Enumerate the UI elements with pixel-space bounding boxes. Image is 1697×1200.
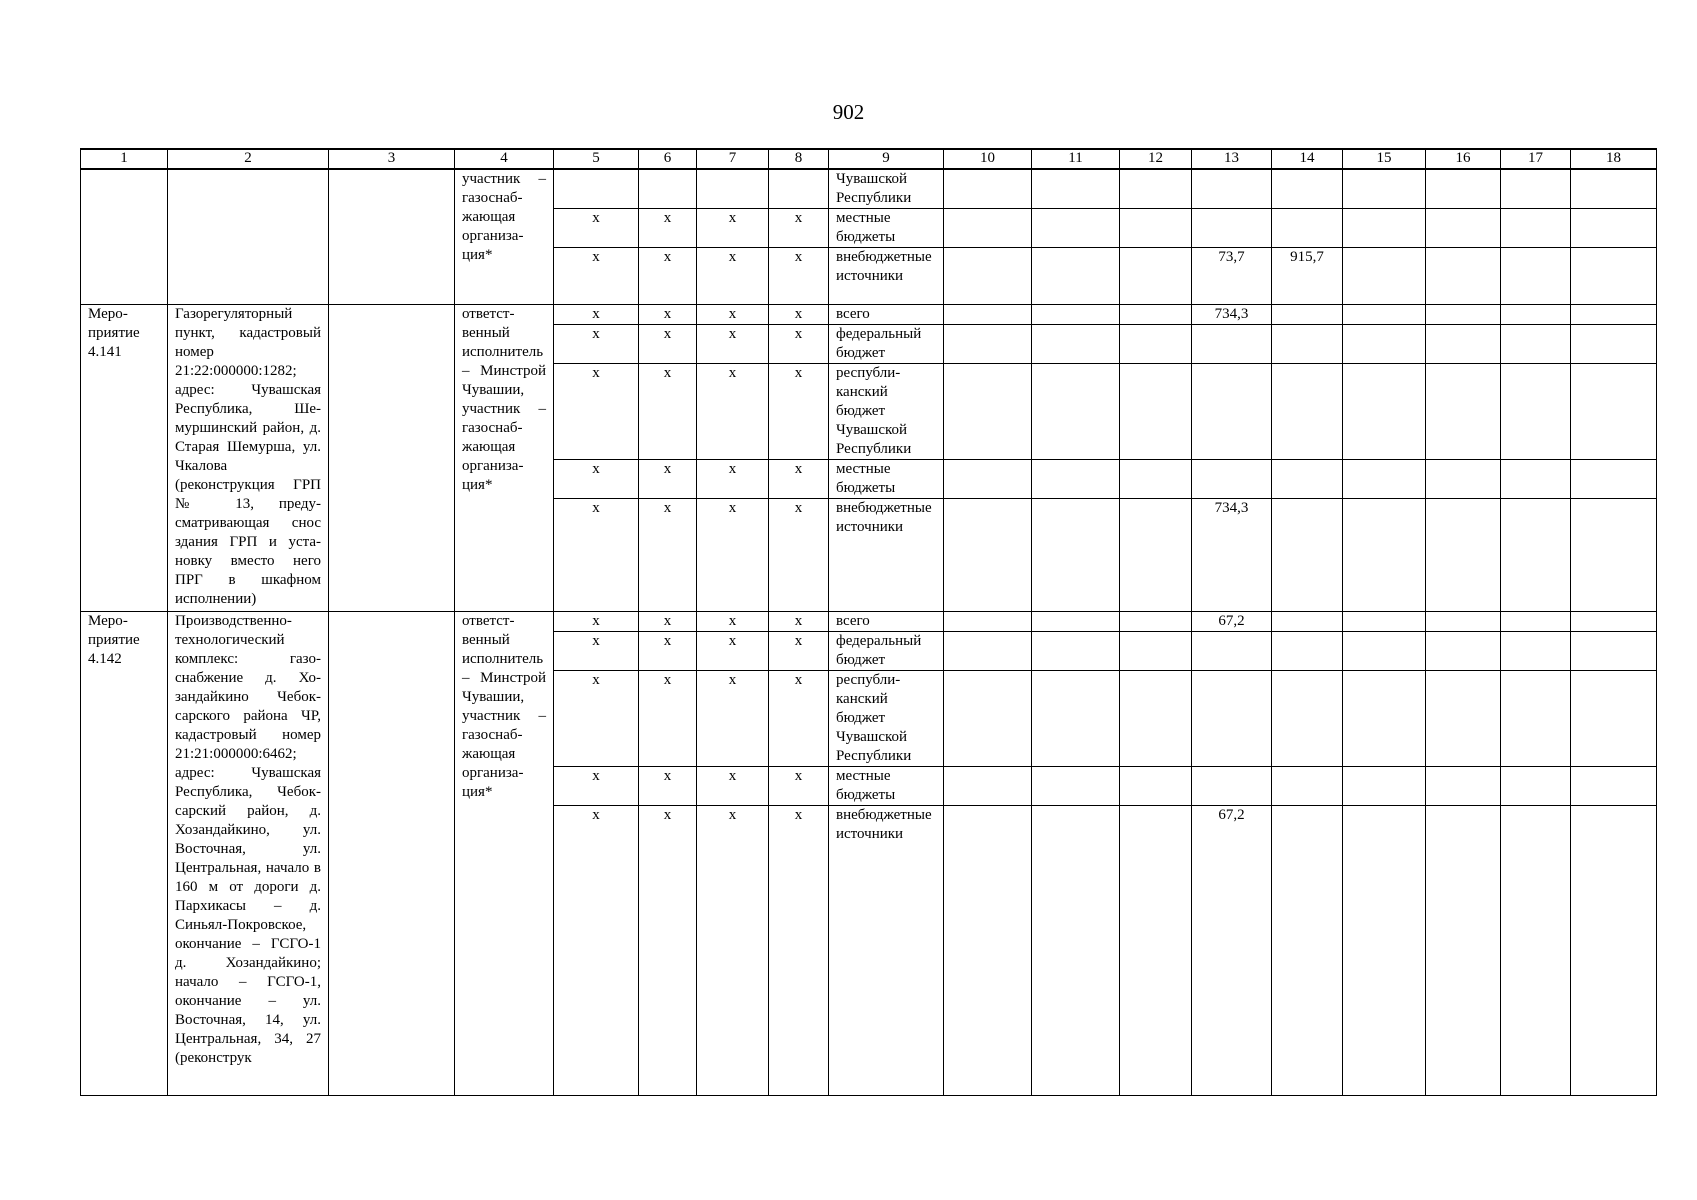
funding-source-cell: всего: [829, 305, 944, 325]
funding-source-cell: местные бюджеты: [829, 209, 944, 248]
mark-cell: х: [697, 364, 769, 460]
mark-cell: х: [769, 499, 829, 612]
value-cell: [1426, 499, 1501, 612]
mark-cell: х: [697, 806, 769, 1096]
empty-cell: [329, 612, 455, 1096]
value-cell: [944, 325, 1032, 364]
value-cell: [1120, 767, 1192, 806]
value-cell: [1032, 209, 1120, 248]
value-cell: [944, 248, 1032, 305]
value-cell: [1032, 325, 1120, 364]
column-number: 14: [1272, 149, 1343, 169]
mark-cell: х: [639, 460, 697, 499]
value-cell: [1032, 806, 1120, 1096]
value-cell: [1272, 460, 1343, 499]
mark-cell: х: [697, 460, 769, 499]
value-cell: [1501, 364, 1571, 460]
empty-cell: [329, 169, 455, 305]
value-cell: [1571, 612, 1657, 632]
value-cell: [1192, 671, 1272, 767]
value-cell: [1120, 499, 1192, 612]
mark-cell: х: [769, 325, 829, 364]
value-cell: [1426, 248, 1501, 305]
value-cell: 67,2: [1192, 806, 1272, 1096]
value-cell: [1120, 248, 1192, 305]
value-cell: [1501, 612, 1571, 632]
value-cell: [1571, 460, 1657, 499]
column-number: 15: [1343, 149, 1426, 169]
value-cell: [1343, 364, 1426, 460]
value-cell: [1571, 364, 1657, 460]
value-cell: [944, 632, 1032, 671]
value-cell: [1272, 767, 1343, 806]
value-cell: [1343, 499, 1426, 612]
value-cell: [1343, 325, 1426, 364]
value-cell: [1571, 767, 1657, 806]
mark-cell: [769, 169, 829, 209]
funding-source-cell: республиканский бюджет Чувашской Республики: [829, 671, 944, 767]
column-number: 2: [168, 149, 329, 169]
value-cell: [1343, 305, 1426, 325]
value-cell: [1343, 209, 1426, 248]
executor-cell: участник – газоснабжающая организация*: [455, 169, 554, 305]
value-cell: [1032, 671, 1120, 767]
value-cell: [1272, 499, 1343, 612]
mark-cell: х: [639, 248, 697, 305]
mark-cell: х: [769, 209, 829, 248]
value-cell: [944, 612, 1032, 632]
funding-source-cell: федеральный бюджет: [829, 325, 944, 364]
mark-cell: х: [769, 248, 829, 305]
value-cell: [1032, 612, 1120, 632]
column-number: 10: [944, 149, 1032, 169]
value-cell: [944, 499, 1032, 612]
value-cell: [1501, 806, 1571, 1096]
value-cell: [1272, 364, 1343, 460]
column-number: 4: [455, 149, 554, 169]
value-cell: [1343, 460, 1426, 499]
value-cell: [1343, 248, 1426, 305]
mark-cell: х: [697, 325, 769, 364]
column-number: 6: [639, 149, 697, 169]
column-number: 16: [1426, 149, 1501, 169]
mark-cell: х: [769, 767, 829, 806]
mark-cell: х: [697, 612, 769, 632]
value-cell: [1501, 671, 1571, 767]
value-cell: 734,3: [1192, 499, 1272, 612]
mark-cell: х: [554, 209, 639, 248]
value-cell: [1032, 305, 1120, 325]
mark-cell: х: [554, 499, 639, 612]
value-cell: [1571, 305, 1657, 325]
column-numbers-row: [81, 149, 1657, 169]
value-cell: [1426, 364, 1501, 460]
mark-cell: х: [769, 460, 829, 499]
value-cell: [1192, 364, 1272, 460]
value-cell: [1032, 767, 1120, 806]
value-cell: [944, 671, 1032, 767]
column-number: 3: [329, 149, 455, 169]
table-row: [81, 305, 1657, 325]
event-id-cell: [81, 169, 168, 305]
value-cell: [1426, 671, 1501, 767]
value-cell: [1272, 671, 1343, 767]
mark-cell: х: [554, 767, 639, 806]
value-cell: [1192, 209, 1272, 248]
column-number: 17: [1501, 149, 1571, 169]
table-row: [81, 612, 1657, 632]
value-cell: [1192, 767, 1272, 806]
column-number: 5: [554, 149, 639, 169]
mark-cell: х: [639, 499, 697, 612]
mark-cell: [554, 169, 639, 209]
value-cell: [1571, 325, 1657, 364]
value-cell: [1120, 671, 1192, 767]
value-cell: [1426, 806, 1501, 1096]
mark-cell: [697, 169, 769, 209]
value-cell: [1501, 499, 1571, 612]
value-cell: [944, 169, 1032, 209]
mark-cell: х: [769, 305, 829, 325]
mark-cell: х: [697, 767, 769, 806]
value-cell: [1501, 169, 1571, 209]
value-cell: [1343, 612, 1426, 632]
mark-cell: х: [639, 325, 697, 364]
value-cell: [1571, 209, 1657, 248]
value-cell: [1192, 460, 1272, 499]
mark-cell: х: [697, 305, 769, 325]
mark-cell: х: [554, 248, 639, 305]
column-number: 7: [697, 149, 769, 169]
mark-cell: х: [554, 632, 639, 671]
value-cell: [944, 364, 1032, 460]
event-description-cell: Газорегуляторный пункт, кадастровый номер 21:22:000000:1282; адрес: Чувашская Республика, Шемуршинский район, д. Старая Шемурша, ул. Чкалова (реконструкция ГРП № 13, предусматривающая снос здания ГРП и установку вместо него ПРГ в шкафном исполнении): [168, 305, 329, 612]
value-cell: [1272, 612, 1343, 632]
value-cell: [944, 209, 1032, 248]
mark-cell: х: [769, 806, 829, 1096]
value-cell: [1501, 460, 1571, 499]
value-cell: [1501, 632, 1571, 671]
funding-source-cell: внебюджетные источники: [829, 806, 944, 1096]
value-cell: [1192, 169, 1272, 209]
mark-cell: х: [554, 612, 639, 632]
value-cell: [944, 767, 1032, 806]
mark-cell: х: [697, 499, 769, 612]
value-cell: [1272, 209, 1343, 248]
value-cell: [1032, 169, 1120, 209]
column-number: 18: [1571, 149, 1657, 169]
value-cell: [1120, 612, 1192, 632]
mark-cell: х: [639, 305, 697, 325]
value-cell: [1272, 806, 1343, 1096]
funding-source-cell: республиканский бюджет Чувашской Республики: [829, 364, 944, 460]
mark-cell: х: [769, 364, 829, 460]
value-cell: [1272, 632, 1343, 671]
mark-cell: х: [769, 612, 829, 632]
value-cell: [1120, 460, 1192, 499]
mark-cell: [639, 169, 697, 209]
event-id-cell: Мероприятие 4.141: [81, 305, 168, 612]
value-cell: [1571, 806, 1657, 1096]
value-cell: [1426, 460, 1501, 499]
mark-cell: х: [769, 632, 829, 671]
mark-cell: х: [697, 632, 769, 671]
funding-source-cell: внебюджетные источники: [829, 499, 944, 612]
value-cell: [1192, 325, 1272, 364]
mark-cell: х: [639, 364, 697, 460]
mark-cell: х: [697, 671, 769, 767]
value-cell: [1272, 169, 1343, 209]
page-number: 902: [832, 100, 865, 124]
value-cell: [1272, 305, 1343, 325]
value-cell: [1343, 767, 1426, 806]
value-cell: [1120, 209, 1192, 248]
event-description-cell: Производственно-технологический комплекс: газоснабжение д. Хозандайкино Чебоксарского района ЧР, кадастровый номер 21:21:000000:6462; адрес: Чувашская Республика, Чебоксарский район, д. Хозандайкино, ул. Восточная, ул. Центральная, начало в 160 м от дороги д. Пархикасы – д. Синьял-Покровское, окончание – ГСГО-1 д. Хозандайкино; начало – ГСГО-1, окончание – ул. Восточная, 14, ул. Центральная, 34, 27 (реконструк: [168, 612, 329, 1096]
value-cell: [1120, 325, 1192, 364]
executor-cell: ответственный исполнитель – Минстрой Чувашии, участник – газоснабжающая организация*: [455, 612, 554, 1096]
value-cell: [1120, 632, 1192, 671]
mark-cell: х: [554, 364, 639, 460]
value-cell: 915,7: [1272, 248, 1343, 305]
mark-cell: х: [697, 248, 769, 305]
value-cell: [1501, 325, 1571, 364]
mark-cell: х: [697, 209, 769, 248]
executor-cell: ответственный исполнитель – Минстрой Чувашии, участник – газоснабжающая организация*: [455, 305, 554, 612]
value-cell: [1426, 209, 1501, 248]
event-description-cell: [168, 169, 329, 305]
funding-source-cell: внебюджетные источники: [829, 248, 944, 305]
value-cell: [1571, 671, 1657, 767]
value-cell: [1501, 305, 1571, 325]
value-cell: [1120, 169, 1192, 209]
value-cell: [1032, 248, 1120, 305]
value-cell: [1426, 325, 1501, 364]
value-cell: [944, 305, 1032, 325]
funding-source-cell: Чувашской Республики: [829, 169, 944, 209]
value-cell: [1426, 612, 1501, 632]
value-cell: [1343, 671, 1426, 767]
value-cell: [1426, 169, 1501, 209]
mark-cell: х: [639, 632, 697, 671]
column-number: 1: [81, 149, 168, 169]
mark-cell: х: [769, 671, 829, 767]
column-number: 12: [1120, 149, 1192, 169]
mark-cell: х: [554, 671, 639, 767]
value-cell: [1032, 632, 1120, 671]
funding-source-cell: федеральный бюджет: [829, 632, 944, 671]
value-cell: 67,2: [1192, 612, 1272, 632]
value-cell: [1501, 209, 1571, 248]
mark-cell: х: [554, 325, 639, 364]
value-cell: [944, 806, 1032, 1096]
funding-source-cell: местные бюджеты: [829, 767, 944, 806]
column-number: 8: [769, 149, 829, 169]
mark-cell: х: [639, 806, 697, 1096]
funding-source-cell: всего: [829, 612, 944, 632]
value-cell: [1120, 806, 1192, 1096]
value-cell: [1032, 364, 1120, 460]
value-cell: 734,3: [1192, 305, 1272, 325]
empty-cell: [329, 305, 455, 612]
value-cell: [1120, 364, 1192, 460]
value-cell: [1343, 806, 1426, 1096]
value-cell: [1192, 632, 1272, 671]
value-cell: [1343, 632, 1426, 671]
value-cell: [1272, 325, 1343, 364]
value-cell: [1426, 632, 1501, 671]
value-cell: [1501, 248, 1571, 305]
table-row: [81, 169, 1657, 209]
event-id-cell: Мероприятие 4.142: [81, 612, 168, 1096]
program-table: [80, 148, 1657, 1096]
value-cell: [1343, 169, 1426, 209]
mark-cell: х: [639, 767, 697, 806]
value-cell: [1426, 767, 1501, 806]
mark-cell: х: [639, 209, 697, 248]
mark-cell: х: [554, 806, 639, 1096]
value-cell: [1571, 632, 1657, 671]
value-cell: [944, 460, 1032, 499]
value-cell: [1032, 499, 1120, 612]
column-number: 13: [1192, 149, 1272, 169]
column-number: 11: [1032, 149, 1120, 169]
value-cell: [1120, 305, 1192, 325]
value-cell: 73,7: [1192, 248, 1272, 305]
value-cell: [1426, 305, 1501, 325]
mark-cell: х: [639, 671, 697, 767]
value-cell: [1571, 169, 1657, 209]
value-cell: [1501, 767, 1571, 806]
column-number: 9: [829, 149, 944, 169]
value-cell: [1032, 460, 1120, 499]
mark-cell: х: [554, 305, 639, 325]
value-cell: [1571, 499, 1657, 612]
funding-source-cell: местные бюджеты: [829, 460, 944, 499]
mark-cell: х: [639, 612, 697, 632]
mark-cell: х: [554, 460, 639, 499]
value-cell: [1571, 248, 1657, 305]
